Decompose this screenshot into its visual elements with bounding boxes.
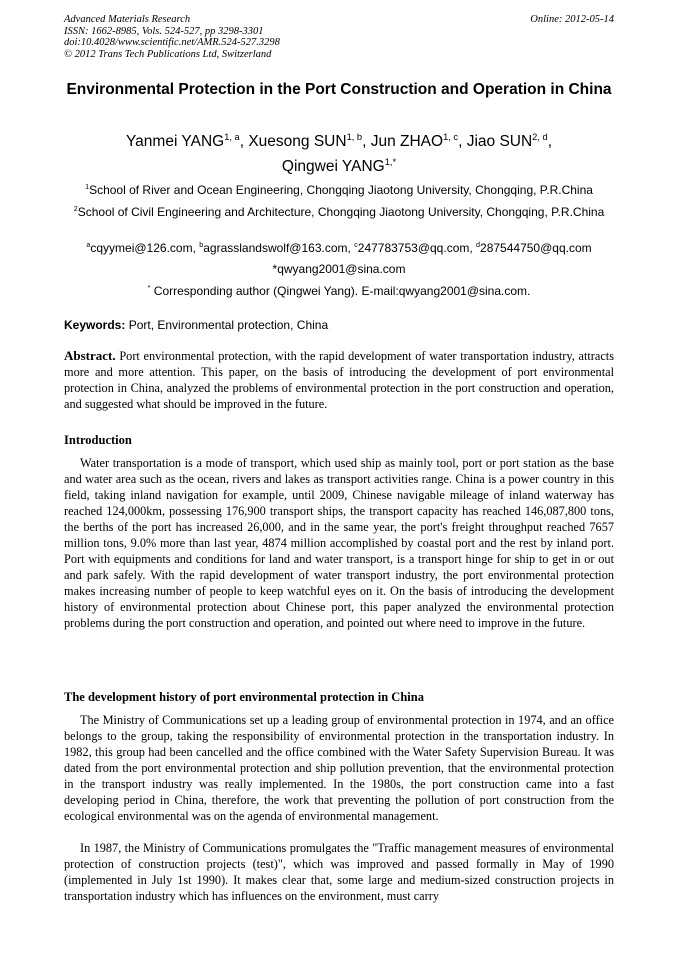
abstract-text: Port environmental protection, with the rapid development of water transportation industry, attracts more and more attention. This paper, on the basis of introducing the development of port environmental protection in China, analyzed the problems of environmental protection in the port construction and operation, and suggested what should be improved in the future. [64, 349, 614, 411]
section-heading-development-history: The development history of port environmental protection in China [64, 690, 424, 704]
affiliation-text: School of Civil Engineering and Architecture, Chongqing Jiaotong University, Chongqing, P.R.China [77, 205, 605, 219]
email-list [64, 241, 614, 256]
author-name: Qingwei YANG [281, 158, 385, 175]
affiliation-sup: 1 [85, 182, 90, 191]
email-address[interactable]: 247783753@qq.com, [357, 241, 477, 255]
history-paragraph-2: In 1987, the Ministry of Communications promulgates the "Traffic management measures of environmental protection of construction projects (test)", which was improved and passed formally in May of 1990 (implemented in July 1st 1990). It makes clear that, some large and medium-sized construction projects in transportation industry which has influences on the environment, must carry [64, 841, 614, 903]
email-sup: b [199, 240, 204, 249]
online-date: Online: 2012-05-14 [530, 14, 614, 25]
history-paragraph-1: The Ministry of Communications set up a leading group of environmental protection in 1974, and an office belongs to the group, taking the responsibility of environmental protection in the transportation industry. In 1982, this group had been cancelled and the office combined with the Water Safety Supervision Bureau. It was dated from the port environmental protection and ship pollution prevention, that the environmental protection in the transport industry was really implemented. In the 1980s, the port construction came into a fast developing period in China, therefore, the work that preventing the pollution of port construction from the ecological environmental was on the agenda of environmental management. [64, 713, 614, 823]
abstract [64, 348, 614, 412]
corresponding-text: Corresponding author (Qingwei Yang). E-mail:qwyang2001@sina.com. [150, 284, 531, 298]
keywords-line [64, 318, 614, 333]
affiliation-2 [64, 205, 614, 220]
author-affil-sup: 1, a [224, 131, 240, 142]
abstract-label: Abstract. [64, 348, 116, 363]
affiliation-sup: 2 [73, 204, 78, 213]
email-address[interactable]: cqyymei@126.com, [90, 241, 200, 255]
author-list: Yanmei YANG$^{1, a}$, Xuesong SUN$^{1, b}$, Jun ZHAO$^{1, c}$, Jiao SUN$^{2, d}$, Qingwei $YANG^{1,*}$ [125, 131, 552, 175]
author-affil-sup: 2, d [532, 131, 548, 142]
email-address[interactable]: 287544750@qq.com [480, 241, 592, 255]
author-affil-sup: 1, b [346, 131, 363, 142]
author-name: Xuesong SUN [248, 133, 347, 150]
email-address[interactable]: agrasslandswolf@163.com, [203, 241, 355, 255]
paper-title: Environmental Protection in the Port Construction and Operation in China [66, 81, 612, 98]
author-affil-sup: 1,* [384, 156, 397, 167]
author-name: Jun ZHAO [370, 133, 444, 150]
keywords-label: Keywords: [64, 318, 126, 332]
journal-header [64, 14, 614, 60]
email-sup: d [476, 240, 481, 249]
author-name: Yanmei YANG [125, 133, 225, 150]
copyright-line: © 2012 Trans Tech Publications Ltd, Switzerland [64, 48, 272, 60]
issn-line: ISSN: 1662-8985, Vols. 524-527, pp 3298-3301 [64, 25, 264, 37]
email-sup: a [86, 240, 91, 249]
affiliation-text: School of River and Ocean Engineering, Chongqing Jiaotong University, Chongqing, P.R.China [89, 183, 593, 197]
affiliation-1 [64, 183, 614, 198]
author-name: Jiao SUN [466, 133, 533, 150]
section-heading-introduction: Introduction [64, 433, 132, 447]
email-sup: c [354, 240, 358, 249]
journal-name: Advanced Materials Research [64, 14, 191, 25]
keywords-text: Port, Environmental protection, China [125, 318, 329, 332]
introduction-paragraph: Water transportation is a mode of transport, which used ship as mainly tool, port or port station as the base and water area such as the ocean, rivers and lakes as transport activities range. China is a power country in this field, taking inland navigation for example, until 2009, Chinese navigable mileage of inland waterway has reached 124,000km, possessing 176,900 transport ships, the transport capacity has reached 146,087,800 tons, the berths of the port has increased 26,000, and in the same year, the port's freight throughput reached 7657 million tons, 9.0% more than last year, 4874 million accomplished by coastal port and the rest by inland port. Port with equipments and conditions for land and water transport, is a transport hinge for ship to get in or out and park safely. With the rapid development of water transport industry, the port environmental protection makes increasing number of people to keep watchful eyes on it. On the basis of introducing the development history of environmental protection about Chinese port, this paper analyzed the environmental protection problems during the port construction and operation, and pointed out where need to improve in the future. [64, 456, 614, 630]
corresponding-author-note [64, 284, 614, 299]
email-corresponding[interactable]: *qwyang2001@sina.com [272, 262, 406, 276]
corresponding-sup: * [147, 283, 151, 292]
doi-line: doi:10.4028/www.scientific.net/AMR.524-527.3298 [64, 37, 280, 49]
author-affil-sup: 1, c [443, 131, 459, 142]
